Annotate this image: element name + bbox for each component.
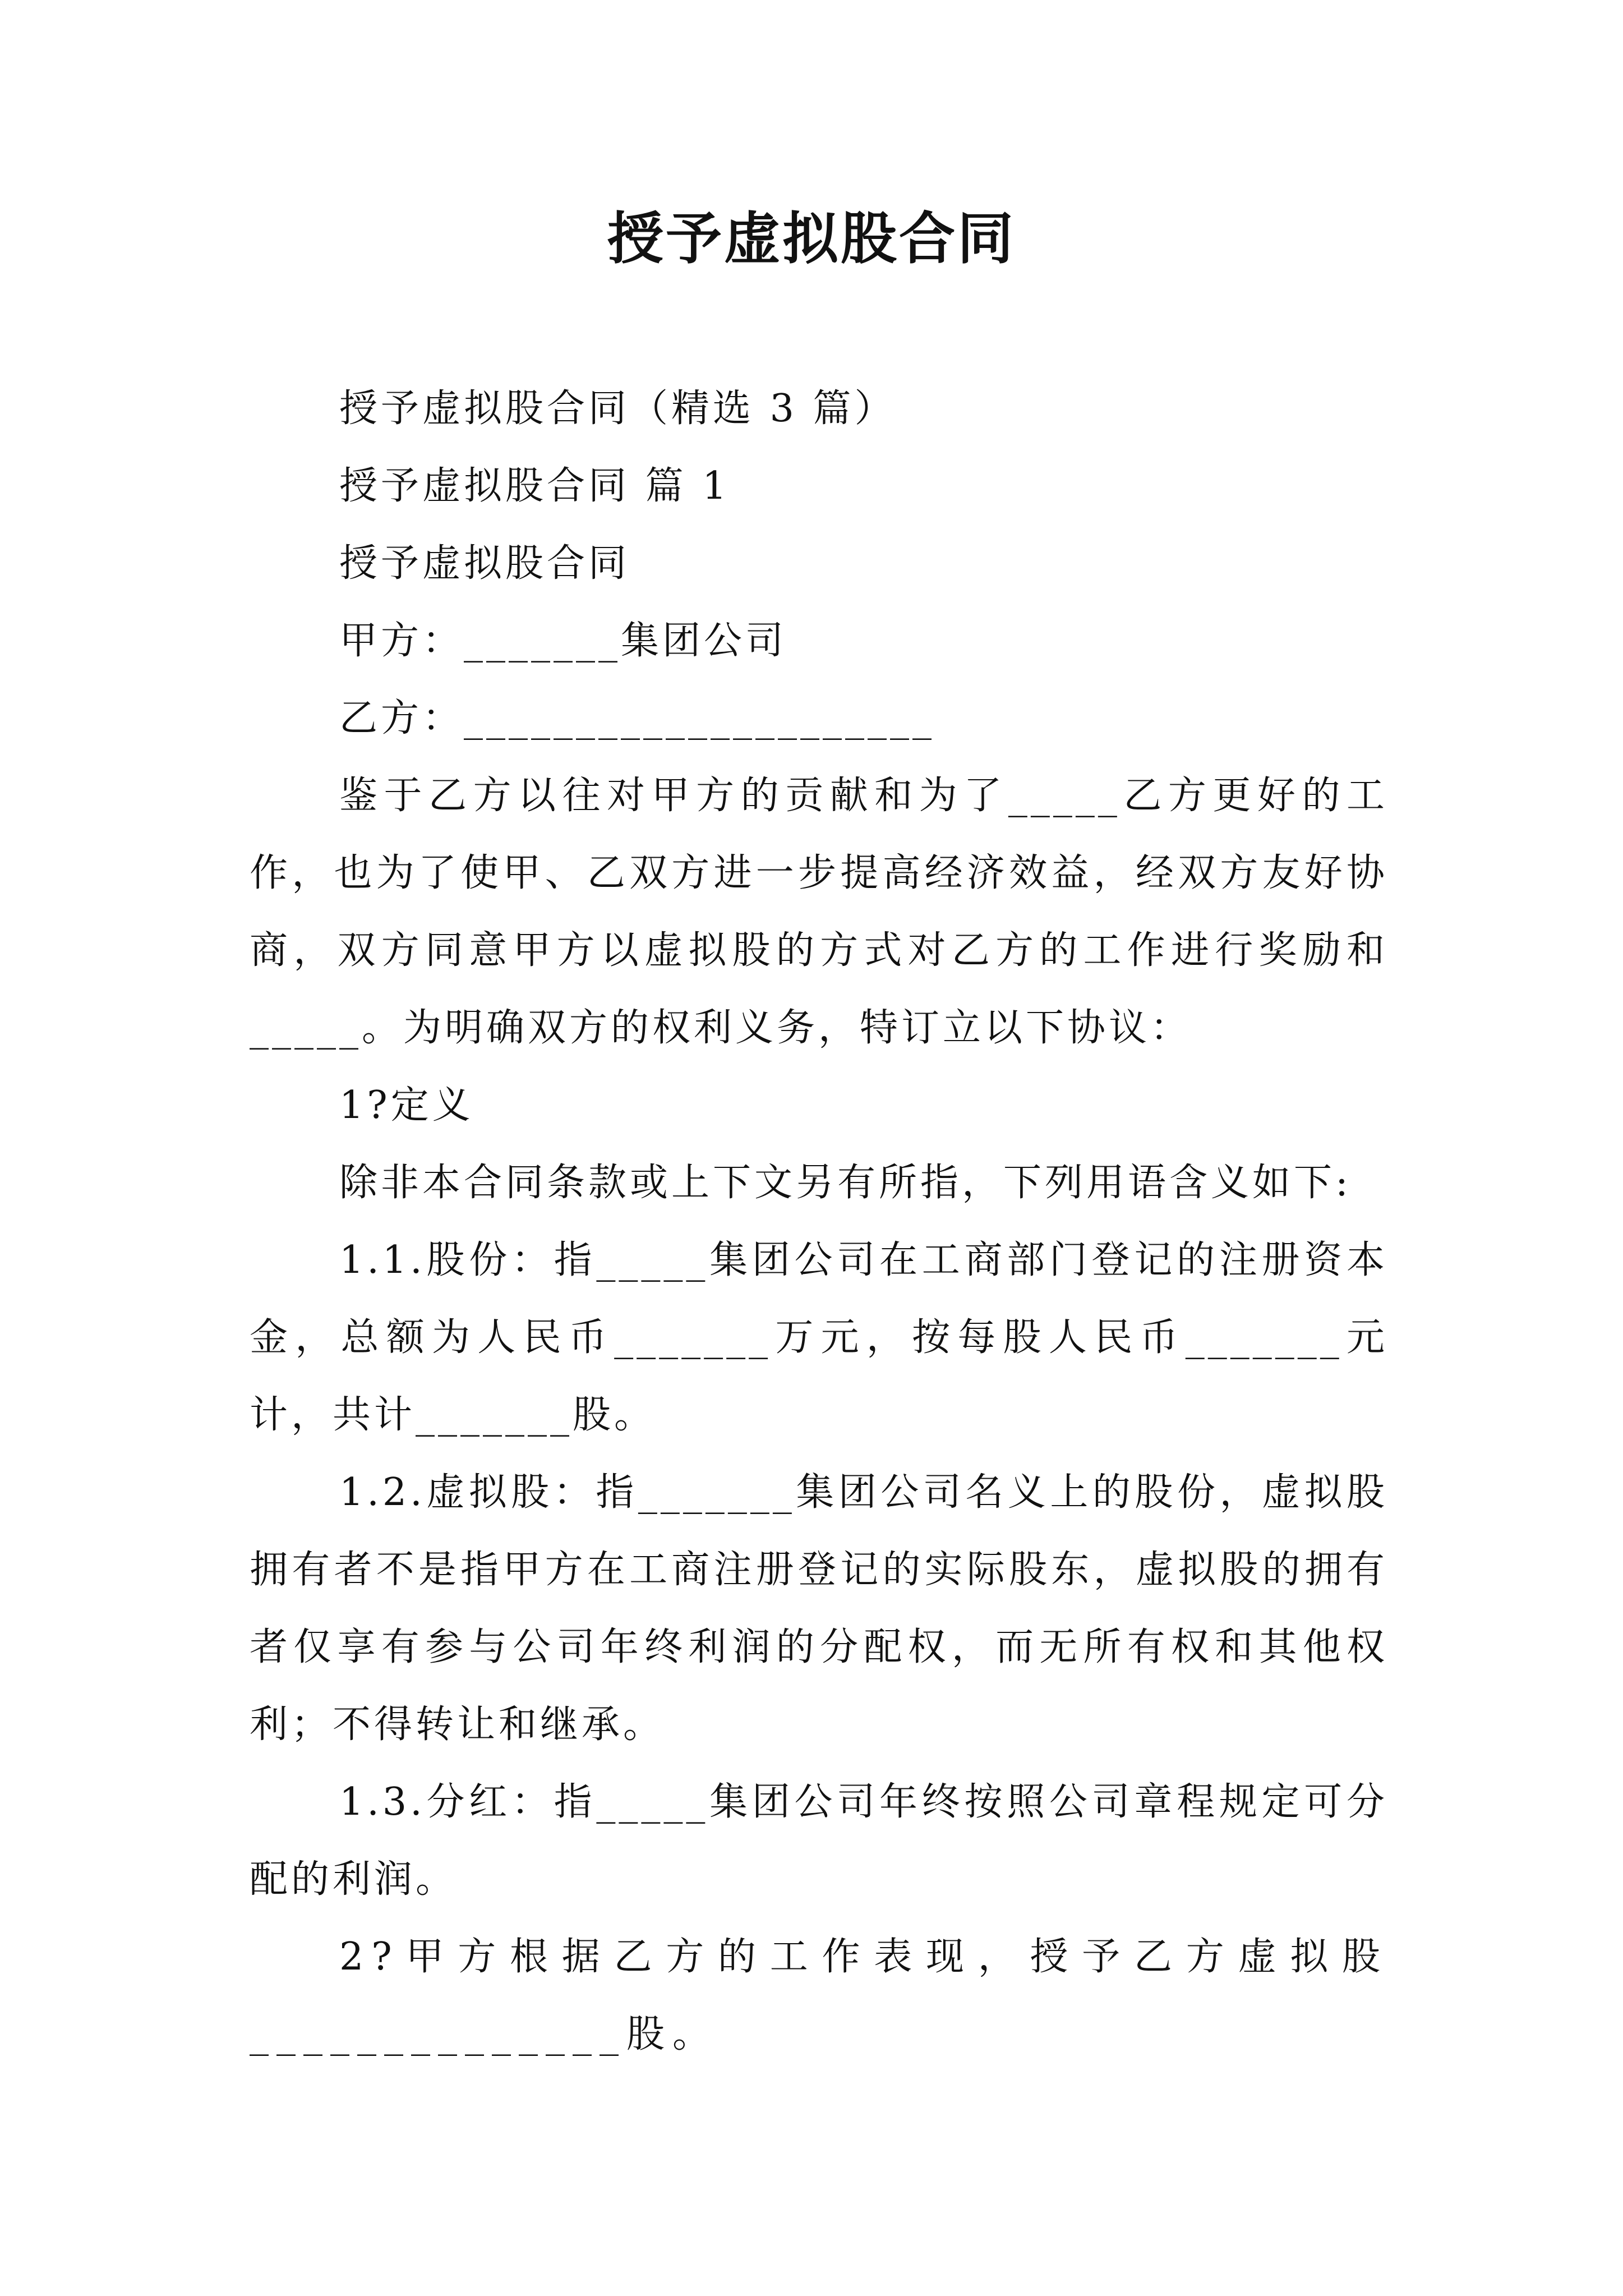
paragraph-clause-1-3: 1.3.分红：指_____集团公司年终按照公司章程规定可分配的利润。 bbox=[250, 1780, 1388, 1902]
paragraph-heading-selection: 授予虚拟股合同（精选 3 篇） bbox=[339, 386, 896, 431]
paragraph-clause-1-1: 1.1.股份：指_____集团公司在工商部门登记的注册资本金，总额为人民币_______万元，按每股人民币_______元计，共计_______股。 bbox=[250, 1238, 1388, 1437]
paragraph-definitions-intro: 除非本合同条款或上下文另有所指，下列用语含义如下: bbox=[339, 1161, 1352, 1205]
document-body bbox=[250, 370, 1388, 2073]
paragraph-party-b: 乙方：_____________________ bbox=[339, 696, 935, 740]
paragraph-preamble: 鉴于乙方以往对甲方的贡献和为了_____乙方更好的工作，也为了使甲、乙双方进一步提高经济效益，经双方友好协商，双方同意甲方以虚拟股的方式对乙方的工作进行奖励和_____。为明确双方的权利义务，特订立以下协议： bbox=[250, 774, 1388, 1050]
paragraph-contract-name: 授予虚拟股合同 bbox=[339, 541, 630, 586]
paragraph-heading-part1: 授予虚拟股合同 篇 1 bbox=[339, 464, 730, 508]
paragraph-clause-1-2: 1.2.虚拟股：指_______集团公司名义上的股份，虚拟股拥有者不是指甲方在工商注册登记的实际股东，虚拟股的拥有者仅享有参与公司年终利润的分配权，而无所有权和其他权利；不得转让和继承。 bbox=[250, 1470, 1388, 1747]
paragraph-party-a: 甲方：_______集团公司 bbox=[339, 619, 787, 663]
paragraph-section-2-grant: 2?甲方根据乙方的工作表现，授予乙方虚拟股______________股。 bbox=[250, 1935, 1388, 2056]
paragraph-section-1-definitions: 1?定义 bbox=[339, 1083, 474, 1128]
document-title: 授予虚拟股合同 bbox=[607, 205, 1016, 272]
